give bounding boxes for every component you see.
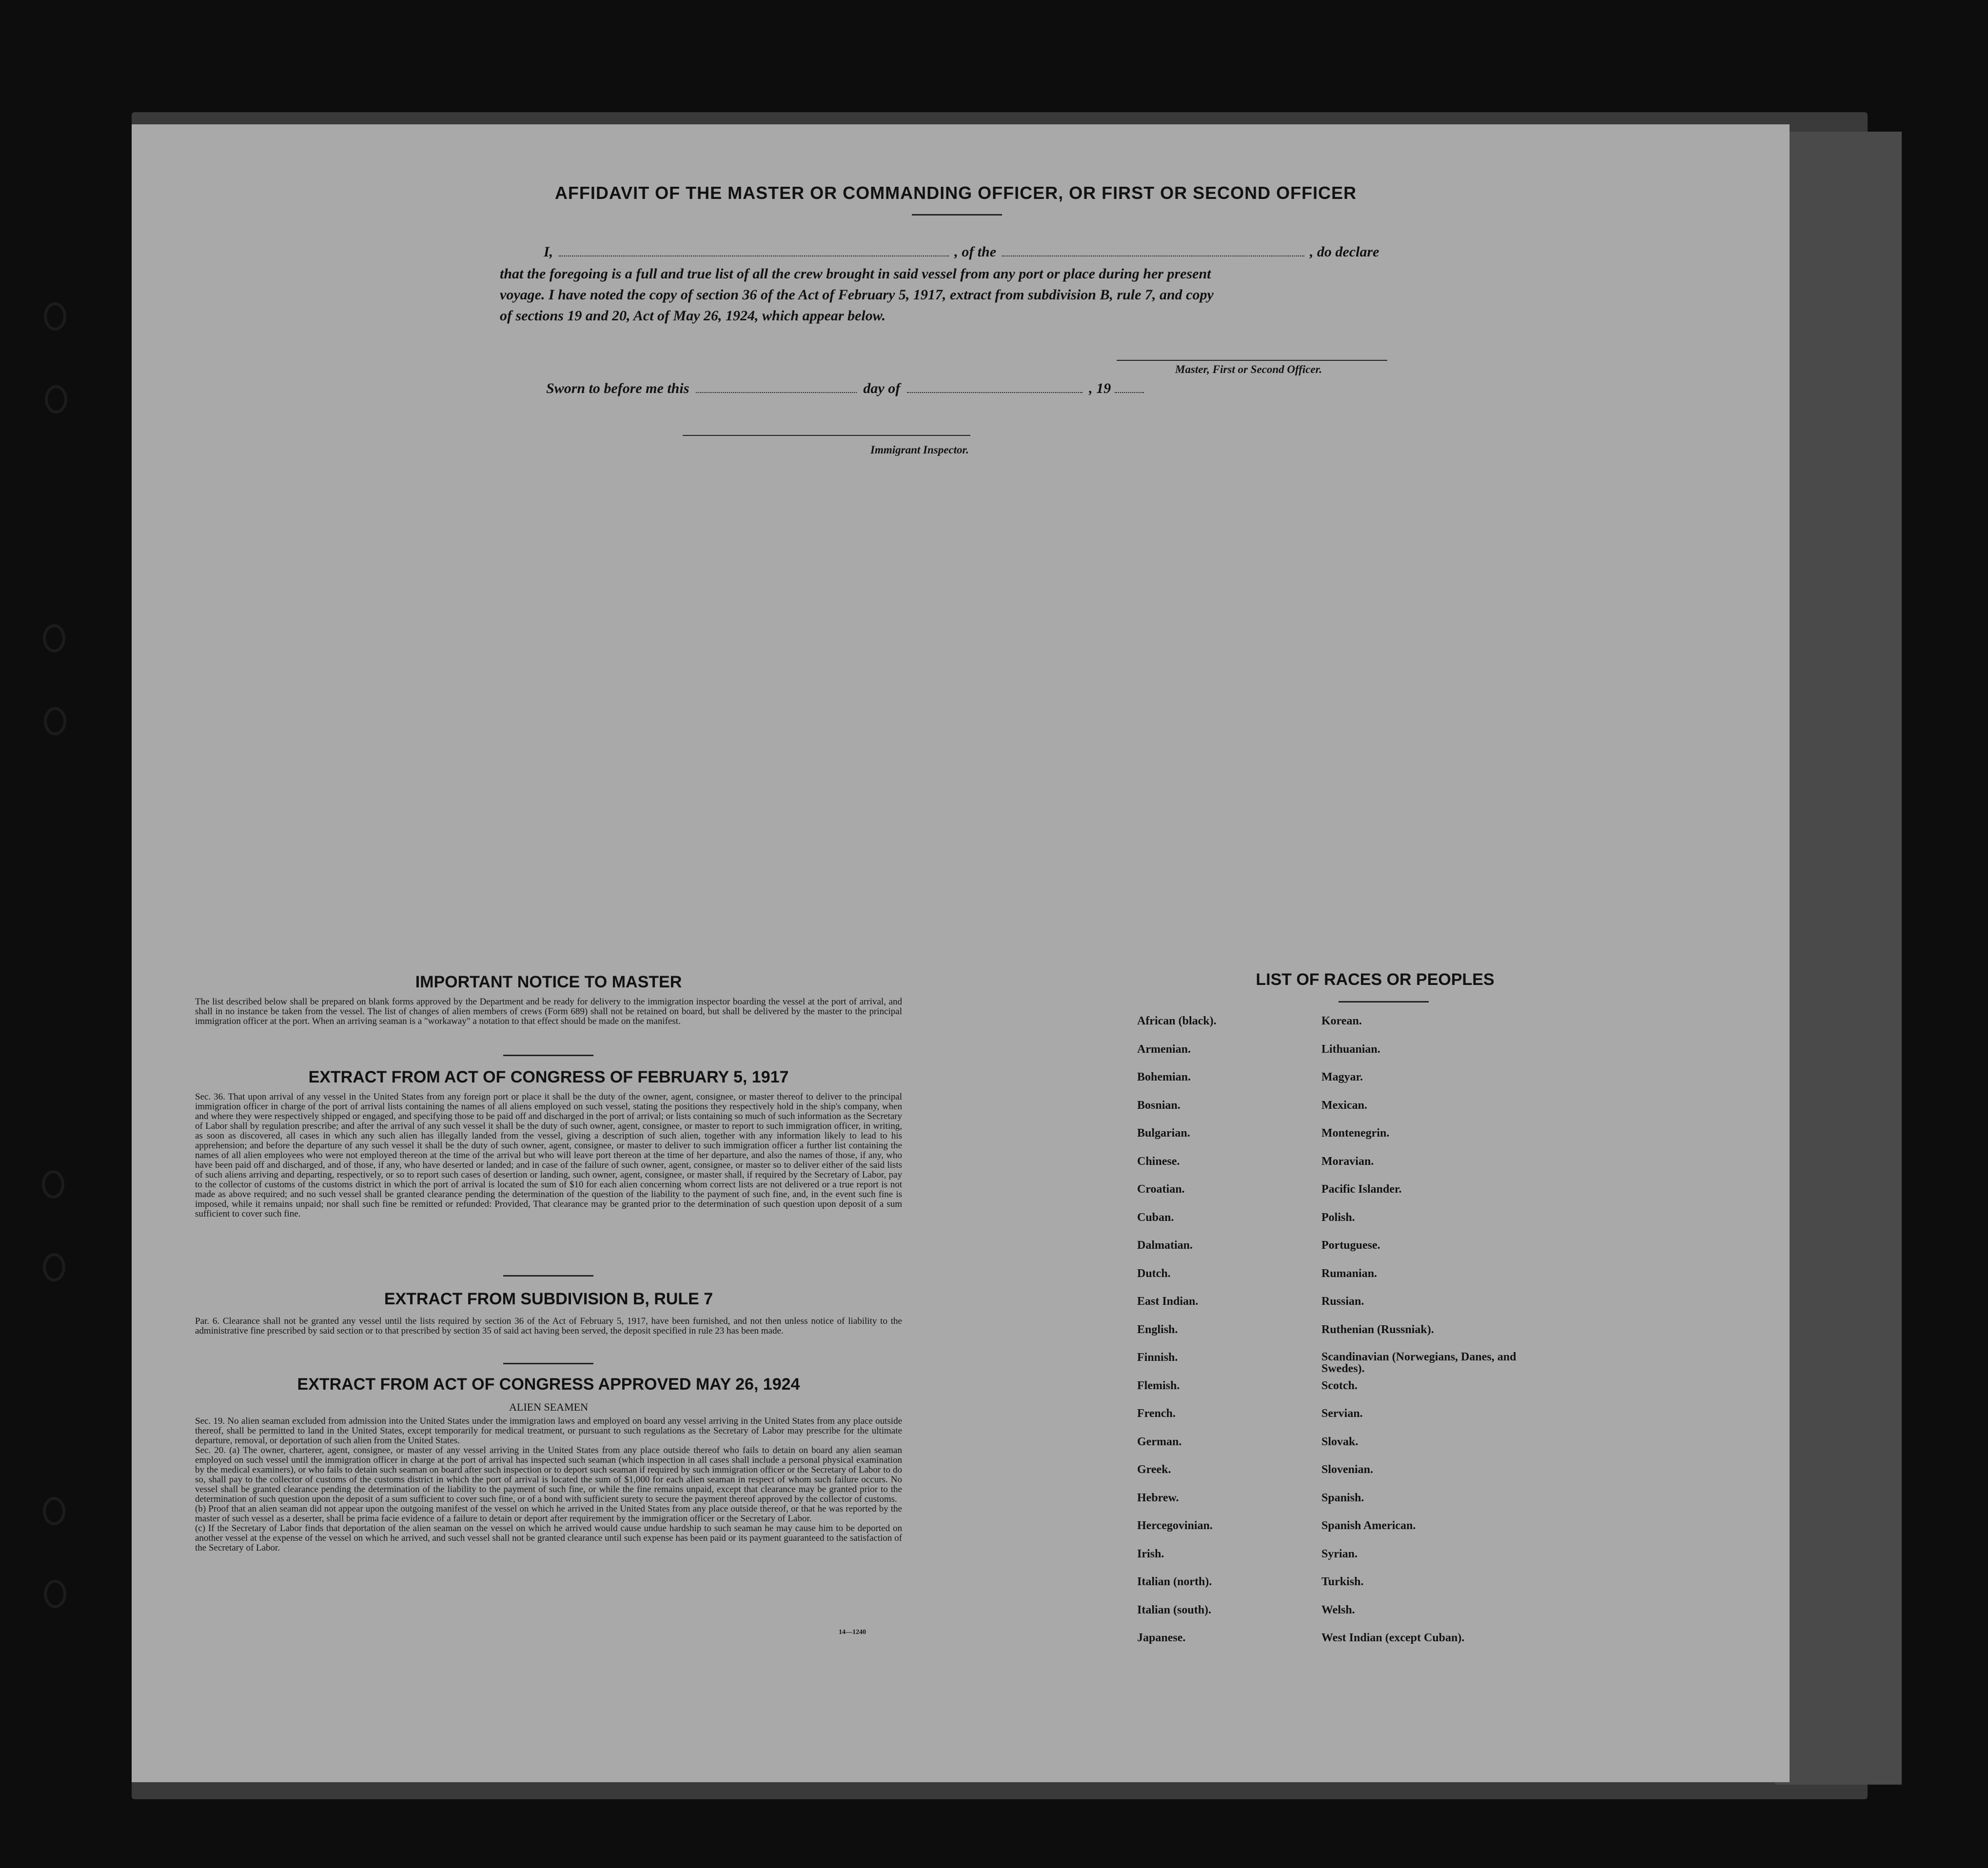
affidavit-line-2: that the foregoing is a full and true list of all the crew brought in said vessel from any port or place during her present bbox=[500, 266, 1211, 282]
binder-hole-icon bbox=[43, 1253, 65, 1281]
binder-hole-icon bbox=[44, 1580, 66, 1608]
race-item: Slovak. bbox=[1321, 1435, 1358, 1448]
race-item: Montenegrin. bbox=[1321, 1127, 1390, 1140]
sworn-text: Sworn to before me this bbox=[546, 380, 689, 396]
race-item: Slovenian. bbox=[1321, 1463, 1374, 1476]
inspector-signature-label: Immigrant Inspector. bbox=[870, 444, 969, 456]
race-item: Servian. bbox=[1321, 1407, 1363, 1420]
binder-hole-icon bbox=[44, 302, 66, 331]
sec-20c-text: (c) If the Secretary of Labor finds that deportation of the alien seaman on the vessel on which he arrived would cause undue hardship to such seaman he may cause him to be deported on another vessel at the expense of the vessel on which he arrived, and such vessel shall not be granted clearance until such expense has been paid or its payment guaranteed to the satisfaction of the Secretary of Labor. bbox=[195, 1523, 902, 1553]
race-item: Spanish American. bbox=[1321, 1519, 1416, 1532]
race-item: Scotch. bbox=[1321, 1379, 1358, 1392]
race-item: East Indian. bbox=[1137, 1295, 1199, 1308]
race-item: Lithuanian. bbox=[1321, 1042, 1380, 1056]
inspector-signature-line[interactable] bbox=[683, 435, 970, 436]
divider bbox=[912, 214, 1002, 216]
extract-rule7-title: EXTRACT FROM SUBDIVISION B, RULE 7 bbox=[384, 1290, 713, 1308]
year-text: , 19 bbox=[1089, 380, 1111, 396]
races-column-2 bbox=[1321, 1015, 1526, 1660]
sworn-year-field[interactable] bbox=[1115, 392, 1144, 393]
race-item: Finnish. bbox=[1137, 1351, 1178, 1364]
race-item: Greek. bbox=[1137, 1463, 1171, 1476]
race-item: West Indian (except Cuban). bbox=[1321, 1632, 1465, 1644]
sec-20b-text: (b) Proof that an alien seaman did not appear upon the outgoing manifest of the vessel on which he arrived in the United States from any place outside thereof, or that he was reported by the master of such vessel as a deserter, shall be prima facie evidence of a failure to detain or deport after requirement by the immigration officer or the Secretary of Labor. bbox=[195, 1504, 902, 1524]
master-signature-line[interactable] bbox=[1117, 360, 1387, 361]
race-item: Turkish. bbox=[1321, 1575, 1364, 1588]
affidavit-line-1 bbox=[544, 244, 1553, 260]
race-item: Hercegovinian. bbox=[1137, 1519, 1213, 1532]
race-item: Korean. bbox=[1321, 1015, 1362, 1027]
document-page bbox=[132, 124, 1790, 1782]
binder-hole-icon bbox=[44, 707, 66, 735]
race-item: Armenian. bbox=[1137, 1042, 1191, 1056]
binder-hole-icon bbox=[42, 1170, 64, 1199]
divider bbox=[503, 1055, 593, 1056]
race-item: Portuguese. bbox=[1321, 1239, 1380, 1252]
race-item: Bohemian. bbox=[1137, 1071, 1191, 1083]
race-item: Japanese. bbox=[1137, 1632, 1186, 1644]
races-title: LIST OF RACES OR PEOPLES bbox=[1256, 970, 1495, 989]
sworn-day-field[interactable] bbox=[696, 392, 857, 393]
race-item: Bulgarian. bbox=[1137, 1127, 1190, 1140]
race-item: Flemish. bbox=[1137, 1379, 1180, 1392]
race-item: Chinese. bbox=[1137, 1155, 1180, 1168]
sec-20a-text: Sec. 20. (a) The owner, charterer, agent, consignee, or master of any vessel arriving in the United States from any place outside thereof who fails to detain on board any alien seaman employed on such vessel until the immigration officer in charge at the port of arrival has inspected such seaman (which inspection in all cases shall include a personal physical examination by the medical examiners), or who fails to detain such seaman on board after such inspection or to deport such seaman if required by such immigration officer or the Secretary of Labor to do so, shall pay to the collector of customs of the customs district in which the port of arrival is located the sum of $1,000 for each alien seaman in respect of whom such failure occurs. No vessel shall be granted clearance pending the determination of the liability to the payment of such fine, or while the fine remains unpaid, except that clearance may be granted prior to the determination of such question upon the deposit of a sum sufficient to cover such fine, or of a bond with sufficient surety to secure the payment thereof approved by the collector of customs. bbox=[195, 1445, 902, 1504]
race-item: Polish. bbox=[1321, 1211, 1355, 1224]
race-item: English. bbox=[1137, 1323, 1178, 1336]
race-item: Syrian. bbox=[1321, 1547, 1358, 1560]
extract-1924-title: EXTRACT FROM ACT OF CONGRESS APPROVED MAY 26, 1924 bbox=[297, 1375, 800, 1394]
race-item: Italian (north). bbox=[1137, 1575, 1212, 1588]
binder-hole-icon bbox=[43, 624, 65, 652]
affidavit-line-3: voyage. I have noted the copy of section 36 of the Act of February 5, 1917, extract from subdivision B, rule 7, and copy bbox=[500, 287, 1214, 303]
race-item: French. bbox=[1137, 1407, 1176, 1420]
race-item: Rumanian. bbox=[1321, 1267, 1378, 1280]
affidavit-i: I, bbox=[544, 244, 553, 260]
page-edge bbox=[1775, 132, 1902, 1785]
race-item: Scandinavian (Norwegians, Danes, and Swedes). bbox=[1321, 1351, 1516, 1375]
race-item: Dutch. bbox=[1137, 1267, 1171, 1280]
notice-title: IMPORTANT NOTICE TO MASTER bbox=[415, 973, 682, 991]
race-item: Spanish. bbox=[1321, 1491, 1364, 1504]
sworn-month-field[interactable] bbox=[907, 392, 1083, 393]
race-item: Irish. bbox=[1137, 1547, 1164, 1560]
race-item: Hebrew. bbox=[1137, 1491, 1179, 1504]
race-item: Cuban. bbox=[1137, 1211, 1174, 1224]
race-item: Moravian. bbox=[1321, 1155, 1374, 1168]
race-item: Bosnian. bbox=[1137, 1099, 1181, 1112]
form-number: 14—1240 bbox=[839, 1629, 866, 1636]
extract-1924-text bbox=[195, 1416, 902, 1553]
extract-1924-subtitle: ALIEN SEAMEN bbox=[509, 1401, 588, 1413]
race-item: German. bbox=[1137, 1435, 1182, 1448]
race-item: Dalmatian. bbox=[1137, 1239, 1193, 1252]
race-item: African (black). bbox=[1137, 1015, 1217, 1027]
extract-1917-title: EXTRACT FROM ACT OF CONGRESS OF FEBRUARY 5, 1917 bbox=[308, 1068, 789, 1086]
divider bbox=[503, 1275, 593, 1277]
master-signature-label: Master, First or Second Officer. bbox=[1175, 363, 1322, 375]
divider bbox=[1338, 1001, 1429, 1003]
race-item: Magyar. bbox=[1321, 1071, 1363, 1083]
affidavit-line-4: of sections 19 and 20, Act of May 26, 1924, which appear below. bbox=[500, 308, 886, 324]
affidavit-title: AFFIDAVIT OF THE MASTER OR COMMANDING OFFICER, OR FIRST OR SECOND OFFICER bbox=[554, 183, 1357, 203]
divider bbox=[503, 1363, 593, 1364]
sworn-line bbox=[546, 380, 1144, 397]
race-item: Welsh. bbox=[1321, 1603, 1355, 1616]
sec-19-text: Sec. 19. No alien seaman excluded from admission into the United States under the immigration laws and employed on board any vessel arriving in the United States from any place outside thereof, shall be permitted to land in the United States, except temporarily for medical treatment, or pursuant to such regulations as the Secretary of Labor may prescribe for the ultimate departure, removal, or deportation of such alien from the United States. bbox=[195, 1416, 902, 1446]
race-item: Italian (south). bbox=[1137, 1603, 1212, 1616]
extract-1917-text: Sec. 36. That upon arrival of any vessel in the United States from any foreign port or place it shall be the duty of the owner, agent, consignee, or master thereof to deliver to the principal immigration officer in charge of the port of arrival lists containing the names of all aliens employed on such vessel, stating the positions they respectively hold in the ship's company, when and where they were respectively shipped or engaged, and specifying those to be paid off and discharged in the port of arrival; or lists containing so much of such information as the Secretary of Labor shall by regulation prescribe; and after the arrival of any such vessel it shall be the duty of such owner, agent, consignee, or master to report to such immigration officer, in writing, as soon as discovered, all cases in which any such alien has illegally landed from the vessel, giving a description of such alien, together with any information likely to lead to his apprehension; and before the departure of any such vessel it shall be the duty of such owner, agent, consignee, or master to deliver to such immigration officer a further list containing the names of all alien employees who were not employed thereon at the time of the arrival but who will leave port thereon at the time of her departure, and also the names of those, if any, who have been paid off and discharged, and of those, if any, who have deserted or landed; and in case of the failure of such owner, agent, consignee, or master so to deliver either of the said lists of such aliens arriving and departing, respectively, or so to report such cases of desertion or landing, such owner, agent, consignee, or master shall, if required by the Secretary of Labor, pay to the collector of customs of the customs district in which the port of arrival is located the sum of $10 for each alien concerning whom correct lists are not delivered or a true report is not made as above required; and no such vessel shall be granted clearance pending the determination of the question of the liability to the payment of such fine, and, in the event such fine is imposed, while it remains unpaid; nor shall such fine be remitted or refunded: Provided, That clearance may be granted prior to the determination of such question upon deposit of a sum sufficient to cover such fine. bbox=[195, 1092, 902, 1219]
affidavit-declare: , do declare bbox=[1310, 244, 1379, 260]
binder-hole-icon bbox=[45, 385, 67, 413]
extract-rule7-text: Par. 6. Clearance shall not be granted any vessel until the lists required by section 36 of the Act of February 5, 1917, have been furnished, and not then unless notice of liability to the administrative fine prescribed by said section or to that prescribed by section 35 of said act having been served, the deposit specified in rule 23 has been made. bbox=[195, 1316, 902, 1336]
notice-text: The list described below shall be prepared on blank forms approved by the Department and be ready for delivery to the immigration inspector boarding the vessel at the port of arrival, and shall in no instance be taken from the vessel. The list of changes of alien members of crews (Form 689) shall not be retained on board, but shall be delivered by the master to the principal immigration officer at the port. When an arriving seaman is a "workaway" a notation to that effect should be made on the manifest. bbox=[195, 997, 902, 1026]
day-of-text: day of bbox=[863, 380, 901, 396]
race-item: Ruthenian (Russniak). bbox=[1321, 1323, 1434, 1336]
races-column-1 bbox=[1137, 1015, 1313, 1660]
race-item: Mexican. bbox=[1321, 1099, 1367, 1112]
affidavit-of-the: , of the bbox=[954, 244, 997, 260]
race-item: Russian. bbox=[1321, 1295, 1364, 1308]
binder-hole-icon bbox=[43, 1497, 65, 1525]
race-item: Pacific Islander. bbox=[1321, 1183, 1402, 1196]
race-item: Croatian. bbox=[1137, 1183, 1185, 1196]
